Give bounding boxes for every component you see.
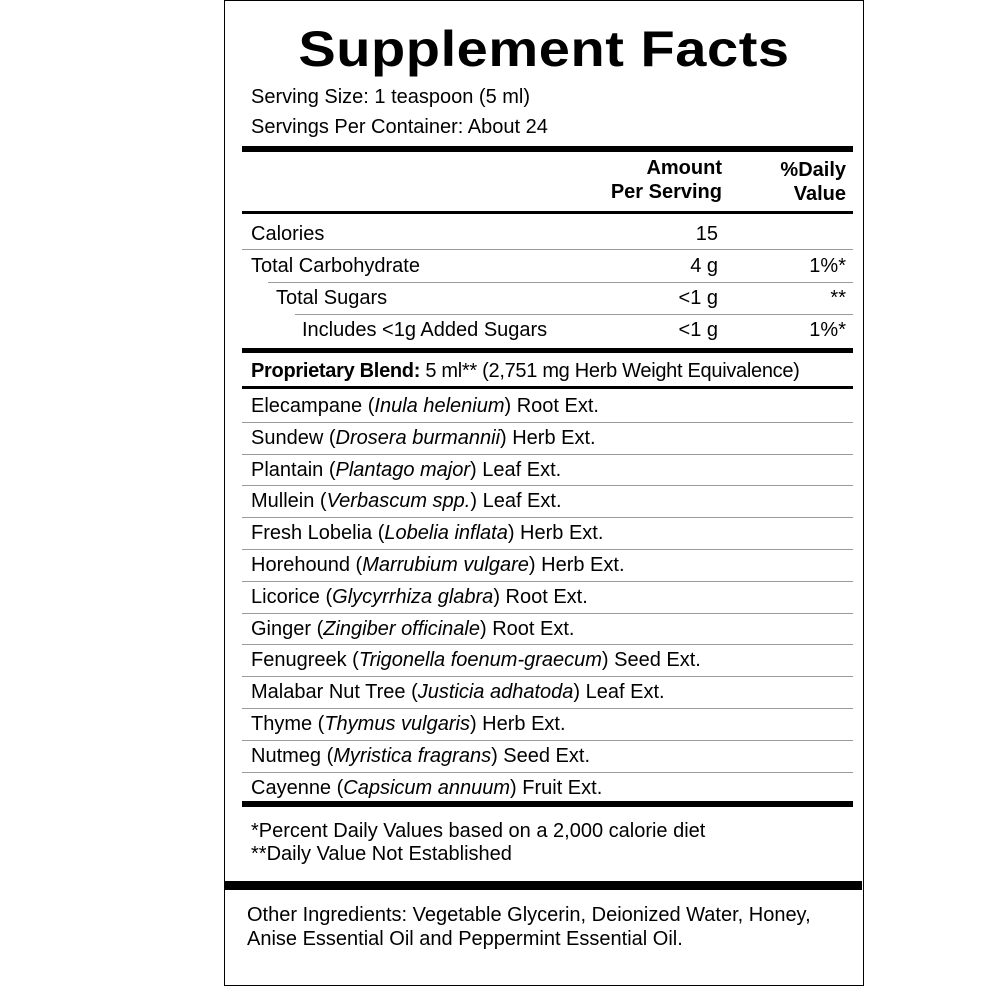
ingredient-part: ) Root Ext. bbox=[480, 617, 575, 640]
ingredient-common-name: Sundew ( bbox=[251, 426, 336, 449]
serving-size: Serving Size: 1 teaspoon (5 ml) bbox=[251, 86, 531, 108]
ingredient-row bbox=[251, 709, 566, 739]
ingredient-row bbox=[251, 518, 603, 548]
nutrient-amount: 15 bbox=[695, 223, 718, 245]
ingredient-common-name: Nutmeg ( bbox=[251, 744, 334, 767]
ingredient-common-name: Mullein ( bbox=[251, 490, 327, 513]
ingredient-common-name: Thyme ( bbox=[251, 713, 325, 735]
blend-rule bbox=[242, 386, 853, 389]
footnote-percent-dv: *Percent Daily Values based on a 2,000 calorie diet bbox=[251, 820, 706, 842]
blend-label: Proprietary Blend: bbox=[251, 360, 421, 382]
ingredient-latin-name: Verbascum spp. bbox=[326, 490, 471, 513]
ingredient-common-name: Plantain ( bbox=[251, 458, 336, 481]
ingredient-row bbox=[251, 645, 701, 675]
ingredient-row bbox=[251, 582, 588, 612]
ingredient-latin-name: Marrubium vulgare bbox=[362, 554, 529, 576]
ingredient-part: ) Seed Ext. bbox=[601, 649, 701, 672]
ingredient-latin-name: Zingiber officinale bbox=[323, 617, 480, 640]
ingredient-row bbox=[251, 391, 599, 421]
ingredient-common-name: Malabar Nut Tree ( bbox=[251, 681, 418, 704]
ingredient-common-name: Elecampane ( bbox=[251, 395, 375, 417]
nutrient-dv: ** bbox=[830, 287, 846, 309]
daily-value-header bbox=[780, 158, 846, 206]
proprietary-blend bbox=[251, 357, 800, 385]
header-rule bbox=[242, 211, 853, 214]
ingredient-latin-name: Drosera burmannii bbox=[335, 426, 501, 449]
ingredient-part: ) Herb Ext. bbox=[469, 713, 566, 735]
row-divider bbox=[242, 249, 853, 250]
nutrient-row bbox=[251, 251, 846, 281]
ingredient-part: ) Leaf Ext. bbox=[470, 458, 562, 481]
ingredient-latin-name: Justicia adhatoda bbox=[417, 681, 574, 704]
ingredient-part: ) Seed Ext. bbox=[491, 744, 590, 767]
nutrient-name: Includes <1g Added Sugars bbox=[302, 319, 548, 341]
ingredient-common-name: Fresh Lobelia ( bbox=[251, 522, 385, 545]
ingredient-row bbox=[251, 741, 590, 771]
ingredient-row bbox=[251, 423, 596, 453]
ingredient-latin-name: Myristica fragrans bbox=[333, 744, 492, 767]
ingredient-part: ) Root Ext. bbox=[493, 585, 588, 608]
thick-rule-other bbox=[225, 881, 862, 890]
ingredient-common-name: Licorice ( bbox=[251, 585, 333, 608]
ingredient-latin-name: Glycyrrhiza glabra bbox=[332, 585, 494, 608]
nutrient-row bbox=[251, 315, 846, 345]
nutrient-amount: <1 g bbox=[678, 319, 718, 341]
nutrient-amount: 4 g bbox=[690, 255, 718, 277]
ingredient-latin-name: Capsicum annuum bbox=[343, 776, 511, 799]
amount-per-serving-header bbox=[611, 156, 722, 204]
supplement-facts-panel bbox=[224, 0, 864, 986]
nutrient-name: Total Sugars bbox=[276, 287, 388, 309]
ingredient-latin-name: Thymus vulgaris bbox=[324, 713, 470, 735]
ingredient-part: ) Root Ext. bbox=[504, 395, 599, 417]
servings-per-container: Servings Per Container: About 24 bbox=[251, 116, 548, 138]
nutrient-row bbox=[251, 283, 846, 313]
ingredient-part: ) Leaf Ext. bbox=[573, 681, 665, 704]
amount-header-line1: Amount bbox=[646, 157, 722, 179]
ingredient-common-name: Cayenne ( bbox=[251, 776, 344, 799]
amount-header-line2: Per Serving bbox=[610, 181, 722, 203]
ingredient-common-name: Ginger ( bbox=[251, 617, 324, 640]
ingredient-common-name: Horehound ( bbox=[251, 554, 363, 576]
ingredient-latin-name: Plantago major bbox=[335, 458, 471, 481]
panel-title: Supplement Facts bbox=[298, 21, 790, 77]
nutrient-dv: 1%* bbox=[809, 319, 846, 341]
dv-header-line1: %Daily bbox=[780, 159, 846, 181]
ingredient-part: ) Herb Ext. bbox=[500, 426, 596, 449]
ingredient-row bbox=[251, 486, 562, 516]
blend-text: 5 ml** (2,751 mg Herb Weight Equivalence) bbox=[420, 360, 800, 382]
other-ingredients: Other Ingredients: Vegetable Glycerin, Deionized Water, Honey, Anise Essential Oil and Peppermint Essential Oil. bbox=[247, 904, 811, 950]
thick-rule-bottom bbox=[242, 801, 853, 807]
footnote-not-established: **Daily Value Not Established bbox=[251, 843, 512, 865]
nutrient-row bbox=[251, 219, 846, 249]
ingredient-row bbox=[251, 773, 602, 803]
ingredient-part: ) Herb Ext. bbox=[507, 522, 604, 545]
ingredient-row bbox=[251, 550, 625, 580]
ingredient-part: ) Fruit Ext. bbox=[510, 776, 603, 799]
nutrient-amount: <1 g bbox=[678, 287, 718, 309]
ingredient-row bbox=[251, 677, 665, 707]
ingredient-latin-name: Trigonella foenum-graecum bbox=[358, 649, 602, 672]
ingredient-row bbox=[251, 614, 574, 644]
nutrient-name: Calories bbox=[251, 223, 325, 245]
nutrient-name: Total Carbohydrate bbox=[251, 255, 420, 277]
dv-header-line2: Value bbox=[793, 183, 846, 205]
thick-rule-blend bbox=[242, 348, 853, 353]
ingredient-part: ) Herb Ext. bbox=[528, 554, 625, 576]
ingredient-row bbox=[251, 455, 561, 485]
thick-rule-top bbox=[242, 146, 853, 152]
nutrient-dv: 1%* bbox=[809, 255, 846, 277]
ingredient-part: ) Leaf Ext. bbox=[470, 490, 562, 513]
ingredient-common-name: Fenugreek ( bbox=[251, 649, 359, 672]
ingredient-latin-name: Inula helenium bbox=[374, 395, 505, 417]
ingredient-latin-name: Lobelia inflata bbox=[384, 522, 508, 545]
